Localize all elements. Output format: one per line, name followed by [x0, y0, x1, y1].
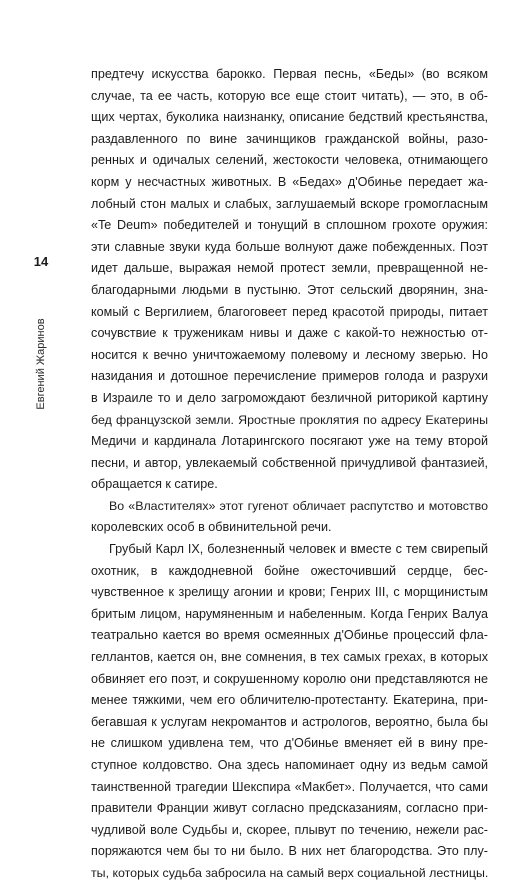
text-line: назидания и дотошное перечисление примеров голода и разрухи	[91, 369, 488, 384]
text-line: театрально кается во время осмеянных д'Обинье процессий фла-	[91, 628, 488, 643]
text-line: щих чертах, буколика наизнанку, описание бедствий крестьянства,	[91, 110, 488, 125]
text-line: геллантов, кается он, вне сомнения, в тех самых грехах, в которых	[91, 650, 488, 665]
body-text	[91, 64, 488, 885]
text-line: Медичи и кардинала Лотарингского посягают уже на тему второй	[91, 434, 488, 449]
text-line: случае, та ее часть, которую все еще стоит читать), — это, в об-	[91, 88, 488, 103]
page-margin	[30, 254, 52, 444]
text-line: обращается к сатире.	[91, 477, 218, 492]
text-line: ты, которых судьба забросила на самый верх социальной лестницы.	[91, 865, 488, 880]
text-line: чудливой воле Судьбы и, скорее, плывут по течению, нежели рас-	[91, 822, 488, 837]
text-line: «Te Deum» победителей и тонущий в сплошном грохоте оружия:	[91, 218, 488, 233]
text-line: лобный стон малых и слабых, заглушаемый вскоре громогласным	[91, 196, 488, 211]
running-head-author: Евгений Жаринов	[35, 318, 47, 410]
text-line: носится к вечно уничтожаемому полевому и лесному зверью. Но	[91, 347, 488, 362]
text-line: комый с Вергилием, благоговеет перед красотой природы, питает	[91, 304, 488, 319]
text-line: эти славные звуки куда больше волнуют даже побежденных. Поэт	[91, 239, 488, 254]
text-line: бегавшая к услугам некромантов и астрологов, вероятно, была бы	[91, 714, 488, 729]
page-number: 14	[33, 254, 49, 269]
text-line: благодарными людьми в пустыню. Этот сельский дворянин, зна-	[91, 282, 488, 297]
text-line: королевских особ в обвинительной речи.	[91, 520, 332, 535]
text-line: бритым лицом, нарумяненным и набеленным. Когда Генрих Валуа	[91, 606, 488, 621]
text-line: обвиняет его поэт, и сокрушенному королю они представляются не	[91, 671, 488, 686]
text-line: менее тяжкими, чем его обличителю-протестанту. Екатерина, при-	[91, 693, 488, 708]
text-line: Во «Властителях» этот гугенот обличает распутство и мотовство	[109, 498, 488, 513]
text-line: идет дальше, выражая немой протест земли, превращенной не-	[91, 261, 488, 276]
text-line: раздавленного по вине зачинщиков гражданской войны, разо-	[91, 131, 488, 146]
text-line: сочувствие к труженикам нивы и даже с какой-то нежностью от-	[91, 326, 488, 341]
text-line: охотник, в каждодневной бойне ожесточивший сердце, бес-	[91, 563, 488, 578]
text-line: ступное колдовство. Она здесь напоминает одну из ведьм самой	[91, 758, 488, 772]
text-line: правители Франции живут согласно предсказаниям, согласно при-	[91, 801, 488, 816]
text-line: предтечу искусства барокко. Первая песнь, «Беды» (во всяком	[91, 67, 488, 81]
text-line: таинственной трагедии Шекспира «Макбет». Получается, что сами	[91, 779, 488, 794]
text-line: не слишком удивлена тем, что д'Обинье вменяет ей в вину пре-	[91, 736, 488, 751]
text-line: ренных и одичалых селений, жестокости человека, отнимающего	[91, 153, 488, 168]
text-line: чувственное к зрелищу агонии и крови; Генрих III, с морщинистым	[91, 585, 488, 600]
text-line: корм у несчастных животных. В «Бедах» д'Обинье передает жа-	[91, 174, 488, 189]
text-line: песни, и автор, увлекаемый собственной причудливой фантазией,	[91, 455, 488, 470]
text-line: бед французской земли. Яростные проклятия по адресу Екатерины	[91, 412, 488, 427]
text-line: в Израиле то и дело загромождают безличной риторикой картину	[91, 390, 488, 405]
text-line: поряжаются чем бы то ни было. В них нет благородства. Это плу-	[91, 844, 488, 859]
text-line: Грубый Карл IX, болезненный человек и вместе с тем свирепый	[109, 542, 488, 557]
